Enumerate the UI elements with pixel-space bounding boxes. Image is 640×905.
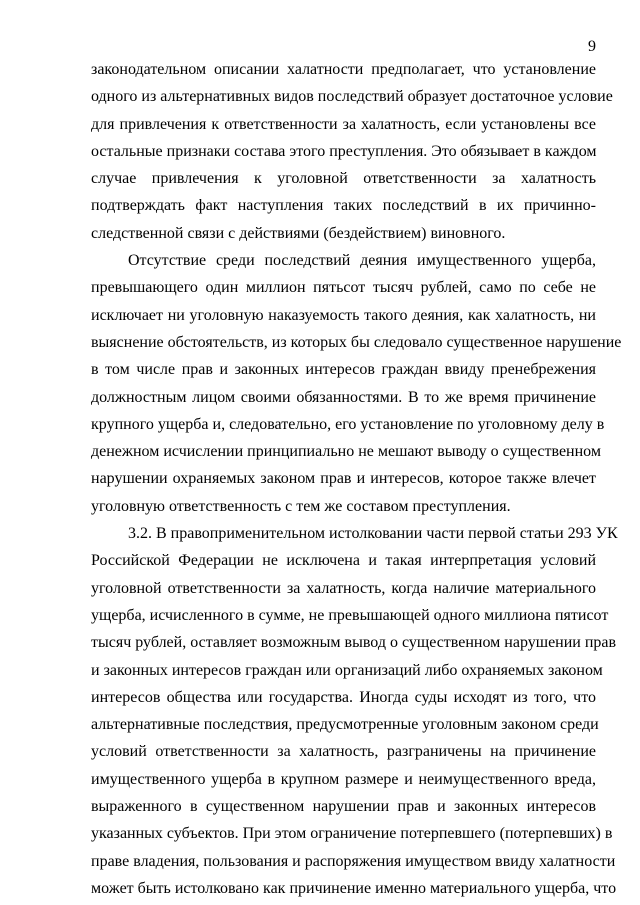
paragraph-1	[91, 56, 613, 247]
text-line: Отсутствие среди последствий деяния имущественного ущерба,	[128, 252, 596, 270]
text-line: выяснение обстоятельств, из которых бы следовало существенное нарушение	[91, 333, 622, 351]
text-line: должностным лицом своими обязанностями. В то же время причинение	[91, 388, 596, 406]
paragraph-3	[91, 520, 618, 902]
text-line: имущественного ущерба в крупном размере и неимущественного вреда,	[91, 770, 596, 788]
text-line: остальные признаки состава этого преступления. Это обязывает в каждом	[91, 142, 597, 160]
text-line: превышающего один миллион пятьсот тысяч рублей, само по себе не	[91, 279, 596, 297]
text-line: в том числе прав и законных интересов граждан ввиду пренебрежения	[91, 361, 596, 379]
text-line: крупного ущерба и, следовательно, его установление по уголовному делу в	[91, 415, 605, 433]
text-line: тысяч рублей, оставляет возможным вывод о существенном нарушении прав	[91, 634, 617, 652]
text-line: Российской Федерации не исключена и такая интерпретация условий	[91, 552, 596, 570]
page-number: 9	[588, 38, 596, 55]
paragraph-2	[91, 247, 622, 520]
text-line: выраженного в существенном нарушении прав и законных интересов	[91, 798, 596, 816]
text-line: законодательном описании халатности предполагает, что установление	[91, 61, 596, 78]
text-line: интересов общества или государства. Иногда суды исходят из того, что	[91, 688, 596, 706]
text-line: 3.2. В правоприменительном истолковании части первой статьи 293 УК	[128, 525, 618, 543]
text-line: денежном исчислении принципиально не мешают выводу о существенном	[91, 443, 601, 461]
text-line: уголовной ответственности за халатность, когда наличие материального	[91, 579, 596, 597]
text-line: и законных интересов граждан или организаций либо охраняемых законом	[91, 661, 603, 679]
text-line: условий ответственности за халатность, разграничены на причинение	[91, 743, 596, 761]
text-line: нарушении охраняемых законом прав и интересов, которое также влечет	[91, 470, 596, 488]
text-line: случае привлечения к уголовной ответственности за халатность	[91, 170, 596, 188]
text-line: исключает ни уголовную наказуемость такого деяния, как халатность, ни	[91, 306, 596, 324]
text-line: следственной связи с действиями (бездействием) виновного.	[91, 224, 506, 242]
text-line: одного из альтернативных видов последствий образует достаточное условие	[91, 88, 613, 106]
text-line: указанных субъектов. При этом ограничение потерпевшего (потерпевших) в	[91, 825, 613, 843]
text-line: праве владения, пользования и распоряжения имуществом ввиду халатности	[91, 852, 616, 870]
document-body	[91, 56, 622, 902]
text-line: ущерба, исчисленного в сумме, не превышающей одного миллиона пятисот	[91, 606, 609, 624]
text-line: альтернативные последствия, предусмотренные уголовным законом среди	[91, 716, 599, 734]
text-line: уголовную ответственность с тем же составом преступления.	[91, 497, 511, 515]
text-line: может быть истолковано как причинение именно материального ущерба, что	[91, 879, 617, 897]
text-line: для привлечения к ответственности за халатность, если установлены все	[91, 115, 596, 133]
text-line: подтверждать факт наступления таких последствий в их причинно-	[91, 197, 596, 215]
